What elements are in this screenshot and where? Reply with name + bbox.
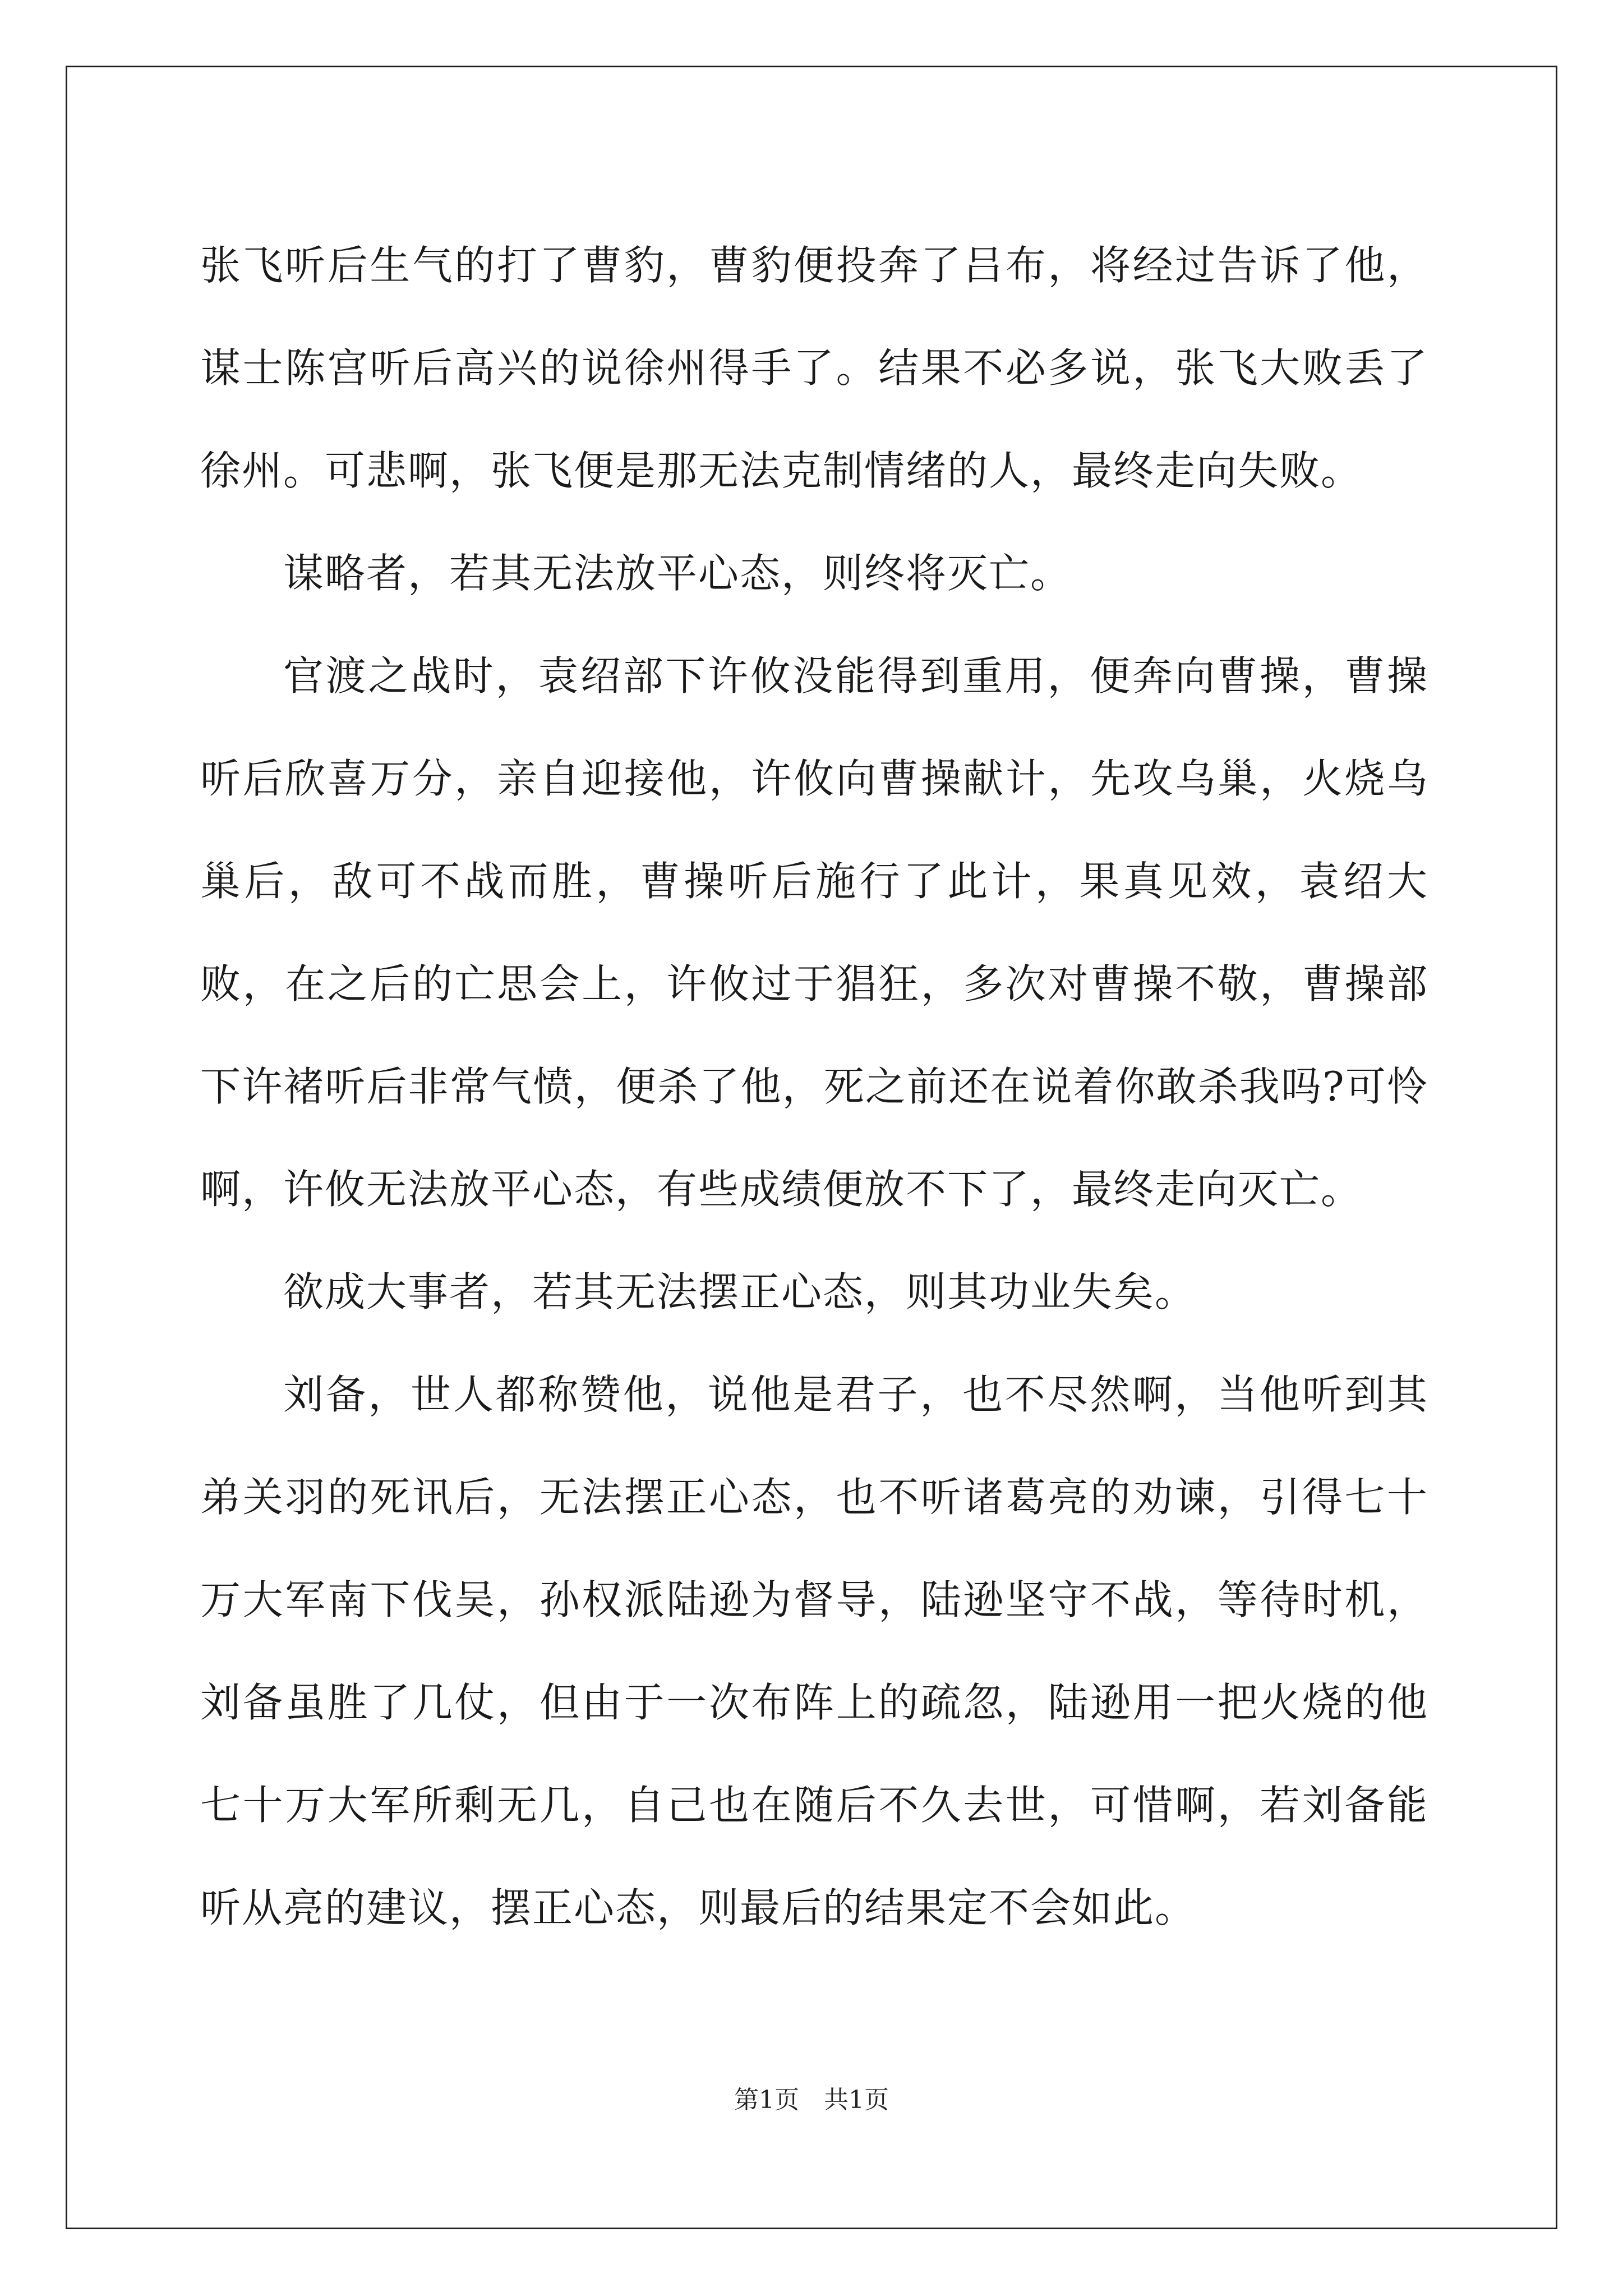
document-body: [200, 214, 1428, 1959]
paragraph-1: 张飞听后生气的打了曹豹，曹豹便投奔了吕布，将经过告诉了他，谋士陈宫听后高兴的说徐州得手了。结果不必多说，张飞大败丢了徐州。可悲啊，张飞便是那无法克制情绪的人，最终走向失败。: [200, 242, 1428, 494]
page-footer: [0, 2083, 1623, 2117]
page-total: 共1页: [824, 2086, 889, 2114]
paragraph-2: 谋略者，若其无法放平心态，则终将灭亡。: [283, 550, 1072, 597]
paragraph-4: 欲成大事者，若其无法摆正心态，则其功业失矣。: [283, 1268, 1197, 1315]
paragraph-3: 官渡之战时，袁绍部下许攸没能得到重用，便奔向曹操，曹操听后欣喜万分，亲自迎接他，许攸向曹操献计，先攻乌巢，火烧乌巢后，敌可不战而胜，曹操听后施行了此计，果真见效，袁绍大败，在之后的亡思会上，许攸过于猖狂，多次对曹操不敬，曹操部下许褚听后非常气愤，便杀了他，死之前还在说着你敢杀我吗?可怜啊，许攸无法放平心态，有些成绩便放不下了，最终走向灭亡。: [200, 652, 1428, 1213]
paragraph-5: 刘备，世人都称赞他，说他是君子，也不尽然啊，当他听到其弟关羽的死讯后，无法摆正心态，也不听诸葛亮的劝谏，引得七十万大军南下伐吴，孙权派陆逊为督导，陆逊坚守不战，等待时机，刘备虽胜了几仗，但由于一次布阵上的疏忽，陆逊用一把火烧的他七十万大军所剩无几，自己也在随后不久去世，可惜啊，若刘备能听从亮的建议，摆正心态，则最后的结果定不会如此。: [200, 1371, 1428, 1931]
page-number: 第1页: [734, 2086, 799, 2114]
